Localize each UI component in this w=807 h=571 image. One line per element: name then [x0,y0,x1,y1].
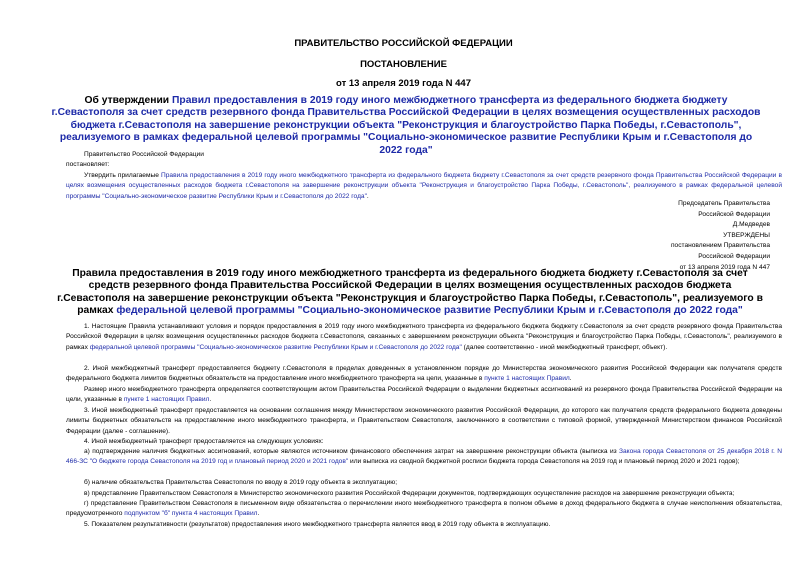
approved-country: Российской Федерации [698,252,770,260]
paragraph-2 [66,364,782,385]
rules-heading-text: Правила предоставления в 2019 году иного межбюджетного трансферта из федерального бюджета бюджету г.Севастополя за счет средств резервного фонда Правительства Российской Федерации в целях возмещения осуществленных расходов бюджета г.Севастополя на завершение реконструкции объекта "Реконструкция и благоустройство Парка Победы, г.Севастополь", реализуемого в рамках [57,268,763,317]
paragraph-3: 3. Иной межбюджетный трансферт предоставляется на основании соглашения между Министерством экономического развития Российской Федерации, до которого как получателя средств федерального бюджета доведены лимиты бюджетных обязательств на предоставление иного межбюджетного трансферта, и Правительством Севастополя, заключенного в соответствии с типовой формой, утвержденной Министерством финансов Российской Федерации (далее - соглашение). [66,407,782,435]
program-link[interactable]: федеральной целевой программы "Социально-экономическое развитие Республики Крым и г.Севастополя до 2022 года" [116,305,743,317]
approved-by: постановлением Правительства [670,242,770,250]
signature-block [570,199,770,273]
rules-heading [54,268,766,318]
resolution-heading [50,95,762,157]
intro-government: Правительство Российской Федерации [84,151,204,158]
doc-type-title: ПОСТАНОВЛЕНИЕ [360,59,447,70]
paragraph-4b: б) наличие обязательства Правительства Севастополя по вводу в 2019 году объекта в эксплуатацию; [84,479,398,486]
p2b-link[interactable]: пункте 1 настоящих Правил [123,396,210,404]
approved-date: от 13 апреля 2019 года N 447 [679,263,770,271]
p4d-tail: . [257,510,260,518]
p1-program-link[interactable]: федеральной целевой программы "Социально-экономическое развитие Республики Крым и г.Севастополя до 2022 года" [89,343,462,351]
p1-text: 1. Настоящие Правила устанавливают условия и порядок предоставления в 2019 году иного межбюджетного трансферта из федерального бюджета бюджету г.Севастополя за счет средств резервного фонда Правительства Российской Федерации в целях возмещения осуществленных расходов бюджета г.Севастополя, связанных с завершением реконструкции объекта "Реконструкция и благоустройство Парка Победы, г.Севастополь", реализуемого в рамках [66,323,782,351]
p2b-text: Размер иного межбюджетного трансферта определяется соответствующим актом Правительства Российской Федерации о выделении бюджетных ассигнований из резервного фонда Правительства Российской Федерации на цели, указанные в [66,386,782,404]
p4a-text: а) подтверждение наличия бюджетных ассигнований, которые являются источником финансового обеспечения затрат на завершение реконструкции объекта (выписка из [84,448,620,455]
paragraph-4c: в) представление Правительством Севастополя в Министерство экономического развития Российской Федерации документов, подтверждающих осуществление расходов на завершение реконструкции объекта; [84,490,735,497]
signer-country: Российской Федерации [698,210,770,218]
p4d-text: г) представление Правительством Севастополя в письменном виде обязательства о перечислении иного межбюджетного трансферта в полном объеме в доход федерального бюджета в случае неисполнения обязательства, предусмотренного [66,500,782,518]
approved-label: УТВЕРЖДЕНЫ [723,231,770,239]
signer-name: Д.Медведев [732,221,770,229]
p4a-tail: или выписка из сводной бюджетной росписи бюджета города Севастополя на 2019 год и плановый период 2020 и 2021 годов); [348,458,740,466]
p1-tail: (далее соответственно - иной межбюджетный трансферт, объект). [461,343,668,351]
date-number: от 13 апреля 2019 года N 447 [336,78,471,89]
paragraph-4a [66,447,782,468]
p4a-law-link[interactable]: Закона города Севастополя от 25 декабря 2018 г. N 466-ЗС "О бюджете города Севастополя на 2019 год и плановый период 2020 и 2021 годов" [66,448,782,466]
signer-position: Председатель Правительства [678,200,770,207]
p2-tail: . [569,375,572,383]
paragraph-5: 5. Показателем результативности (результатов) предоставления иного межбюджетного трансферта является ввод в 2019 году объекта в эксплуатацию. [84,521,551,528]
p2-text: 2. Иной межбюджетный трансферт предоставляется бюджету г.Севастополя в пределах доведенных в установленном порядке до Министерства экономического развития Российской Федерации как получателя средств федерального бюджета лимитов бюджетных обязательств на предоставление иного межбюджетного трансферта на цели, указанные в [66,365,782,383]
heading-prefix: Об утверждении [84,95,172,106]
p2-link[interactable]: пункте 1 настоящих Правил [484,375,570,383]
intro-approve-paragraph [66,171,782,202]
paragraph-4d [66,499,782,520]
approve-rules-link[interactable]: Правила предоставления в 2019 году иного межбюджетного трансферта из федерального бюджета бюджету г.Севастополя за счет средств резервного фонда Правительства Российской Федерации в целях возмещения осуществленных расходов бюджета г.Севастополя на завершение реконструкции объекта "Реконструкция и благоустройство Парка Победы, г.Севастополь", реализуемого в рамках федеральной целевой программы "Социально-экономическое развитие Республики Крым и г.Севастополя до 2022 года" [66,172,782,200]
p2b-tail: . [209,396,212,404]
intro-resolves: постановляет: [66,161,110,168]
approve-suffix: . [366,192,369,200]
paragraph-2b [66,385,782,406]
heading-rules-link[interactable]: Правил предоставления в 2019 году иного межбюджетного трансферта из федерального бюджета бюджету г.Севастополя за счет средств резервного фонда Правительства Российской Федерации в целях возмещения осуществленных расходов бюджета г.Севастополя на завершение реконструкции объекта "Реконструкция и благоустройство Парка Победы, г.Севастополь", реализуемого в рамках федеральной целевой программы "Социально-экономическое развитие Республики Крым и г.Севастополя до 2022 года" [51,95,761,156]
paragraph-1 [66,322,782,353]
p4d-link[interactable]: подпунктом "б" пункта 4 настоящих Правил [124,510,258,518]
paragraph-4: 4. Иной межбюджетный трансферт предоставляется на следующих условиях: [84,438,324,445]
org-title: ПРАВИТЕЛЬСТВО РОССИЙСКОЙ ФЕДЕРАЦИИ [294,38,513,49]
approve-prefix: Утвердить прилагаемые [84,172,162,179]
